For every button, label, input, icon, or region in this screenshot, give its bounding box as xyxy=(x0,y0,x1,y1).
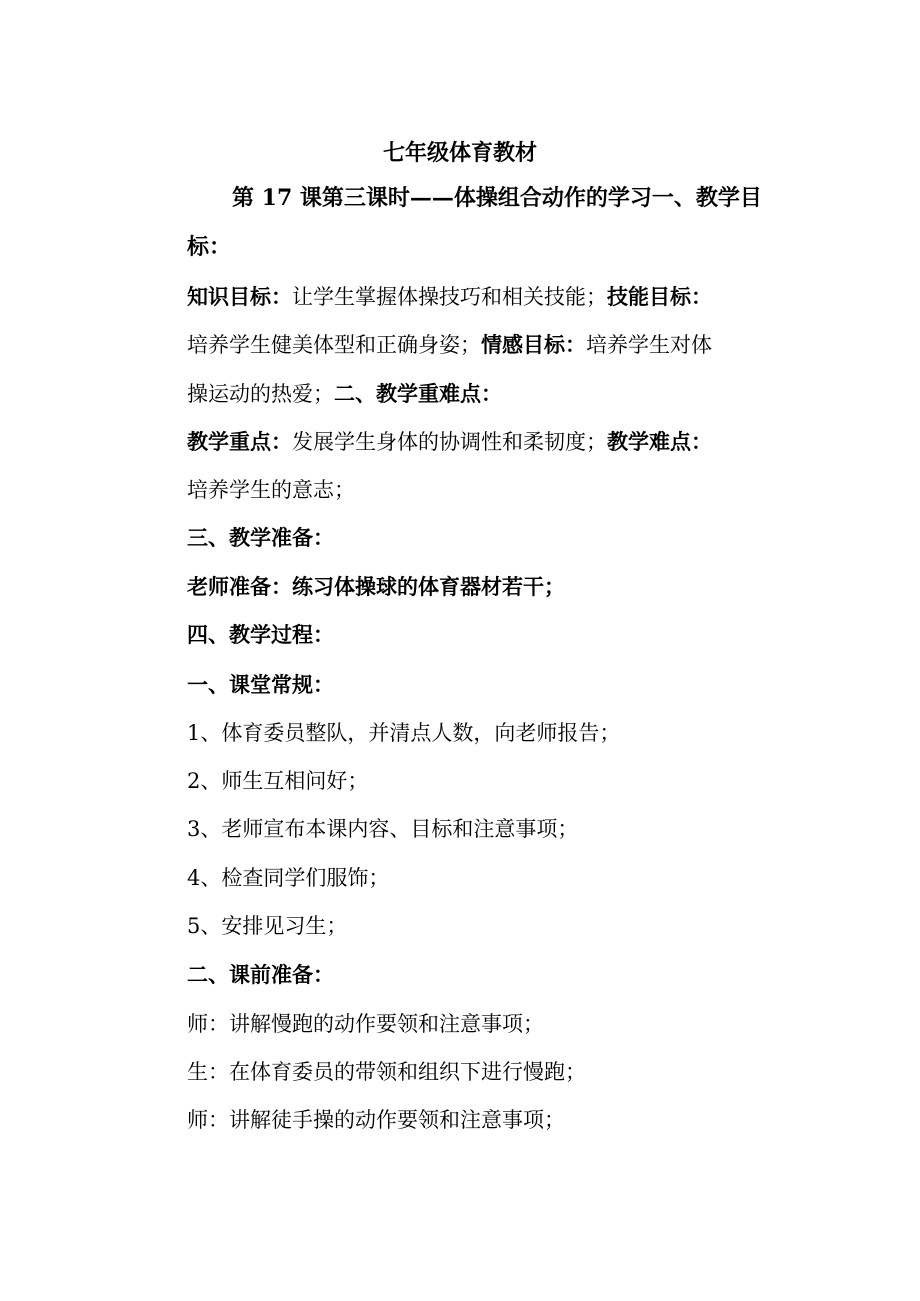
section2-heading: 二、教学重难点： xyxy=(334,381,502,406)
knowledge-objective-text: 让学生掌握体操技巧和相关技能； xyxy=(292,285,607,309)
objectives-line-1 xyxy=(187,283,787,311)
key-points-line-2 xyxy=(187,476,787,504)
list-item: 师：讲解慢跑的动作要领和注意事项； xyxy=(187,1012,544,1036)
difficulty-label: 教学难点： xyxy=(607,429,712,454)
emotion-objective-text-2: 操运动的热爱； xyxy=(187,382,334,406)
skill-objective-label: 技能目标： xyxy=(607,284,712,309)
emotion-objective-label: 情感目标： xyxy=(481,332,586,357)
teacher-preparation: 老师准备：练习体操球的体育器材若干； xyxy=(187,574,565,599)
warmup-heading: 二、课前准备： xyxy=(187,962,334,987)
section3-heading: 三、教学准备： xyxy=(187,525,334,550)
difficulty-text: 培养学生的意志； xyxy=(187,478,355,502)
list-item: 2、师生互相问好； xyxy=(187,769,369,793)
key-points-line-1 xyxy=(187,428,787,456)
list-item: 3、老师宣布本课内容、目标和注意事项； xyxy=(187,817,579,841)
document-title: 七年级体育教材 xyxy=(382,140,537,166)
list-item: 生：在体育委员的带领和组织下进行慢跑； xyxy=(187,1060,586,1084)
routine-heading: 一、课堂常规： xyxy=(187,672,334,697)
lesson-subtitle: 第 17 课第三课时——体操组合动作的学习一、教学目 xyxy=(232,185,762,211)
objectives-line-2 xyxy=(187,331,787,359)
emotion-objective-text-1: 培养学生对体 xyxy=(586,333,712,357)
focus-text: 发展学生身体的协调性和柔韧度； xyxy=(292,430,607,454)
list-item: 1、体育委员整队，并清点人数，向老师报告； xyxy=(187,721,621,745)
focus-label: 教学重点： xyxy=(187,429,292,454)
list-item: 4、检查同学们服饰； xyxy=(187,866,390,890)
knowledge-objective-label: 知识目标： xyxy=(187,284,292,309)
skill-objective-text: 培养学生健美体型和正确身姿； xyxy=(187,333,481,357)
lesson-subtitle-continued: 标： xyxy=(187,234,232,260)
section4-heading: 四、教学过程： xyxy=(187,622,334,647)
list-item: 5、安排见习生； xyxy=(187,914,348,938)
list-item: 师：讲解徒手操的动作要领和注意事项； xyxy=(187,1108,565,1132)
objectives-line-3 xyxy=(187,380,787,408)
